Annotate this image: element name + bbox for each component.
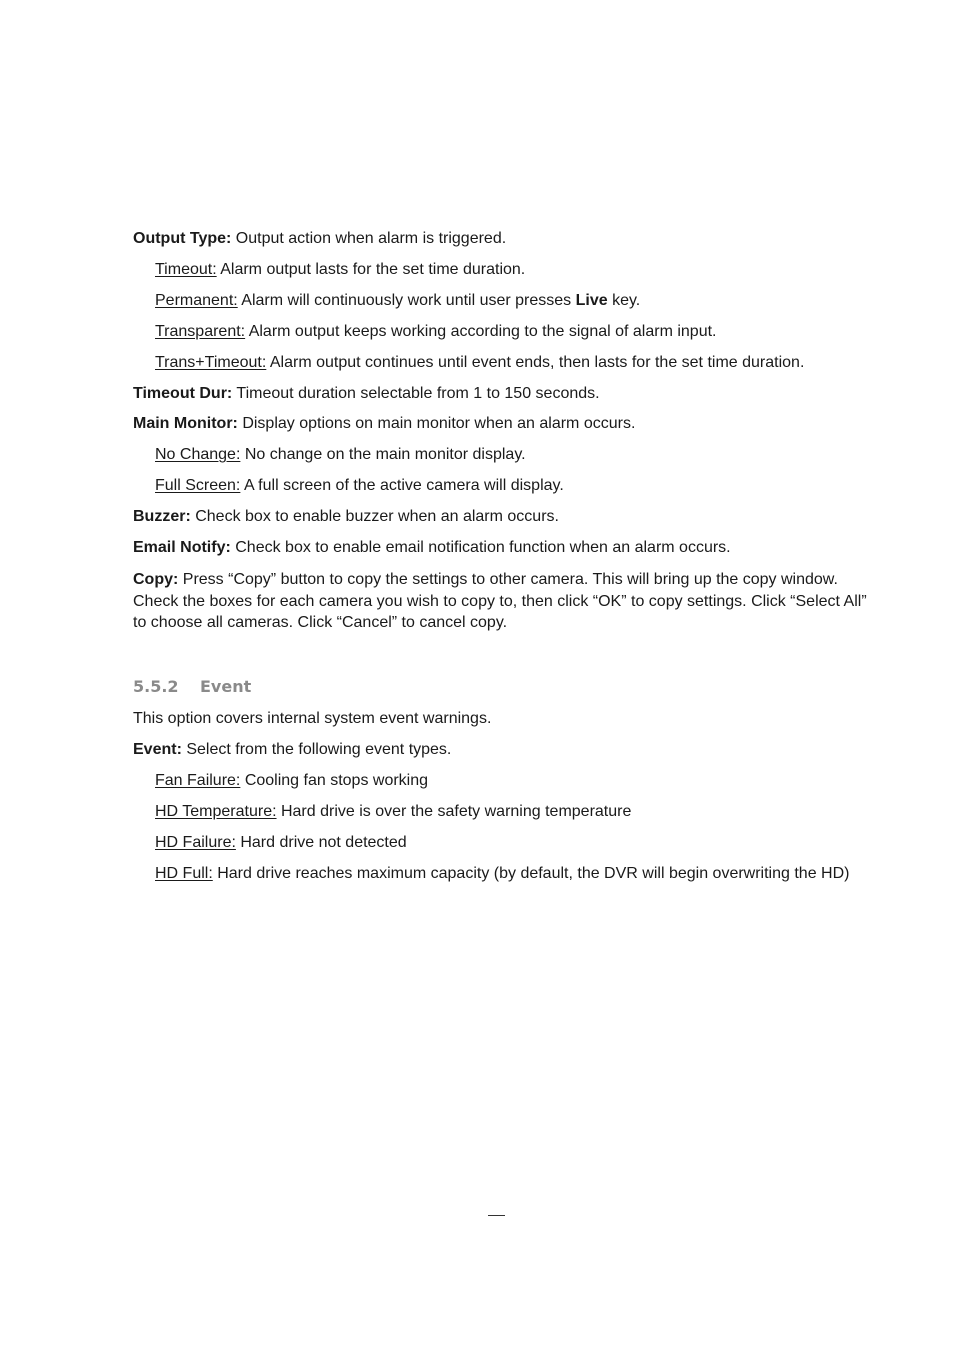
option-name: Trans+Timeout: — [155, 354, 267, 371]
option-name: No Change: — [155, 446, 241, 463]
buzzer-text: Check box to enable buzzer when an alarm occurs. — [190, 508, 559, 525]
event-label: Event: — [133, 741, 182, 758]
option-text: Hard drive is over the safety warning temperature — [276, 803, 632, 820]
event-hd-temperature — [155, 802, 631, 822]
option-text: Alarm will continuously work until user presses — [237, 292, 576, 309]
email-notify-line — [133, 538, 731, 558]
copy-label: Copy: — [133, 571, 179, 588]
option-name: Permanent: — [155, 292, 238, 309]
option-timeout — [155, 260, 525, 280]
event-hd-failure — [155, 833, 407, 853]
copy-paragraph — [133, 569, 873, 634]
option-text: Alarm output lasts for the set time duration. — [216, 261, 526, 278]
event-text: Select from the following event types. — [181, 741, 452, 758]
buzzer-label: Buzzer: — [133, 508, 191, 525]
live-key: Live — [575, 292, 608, 309]
event-hd-full — [155, 864, 849, 884]
output-type-text: Output action when alarm is triggered. — [231, 230, 507, 247]
option-text: No change on the main monitor display. — [240, 446, 526, 463]
option-name: HD Failure: — [155, 834, 236, 851]
option-name: Transparent: — [155, 323, 246, 340]
buzzer-line — [133, 507, 559, 527]
event-fan-failure — [155, 771, 428, 791]
output-type-line — [133, 229, 506, 249]
copy-text: Press “Copy” button to copy the settings to other camera. This will bring up the copy window. Check the boxes for each camera you wish to copy to, then click “OK” to copy settings. Click “Select All” to choose all cameras. Click “Cancel” to cancel copy. — [133, 571, 867, 631]
output-type-label: Output Type: — [133, 230, 232, 247]
option-name: Full Screen: — [155, 477, 241, 494]
section-title: Event — [200, 677, 252, 696]
option-name: HD Full: — [155, 865, 213, 882]
option-name: Timeout: — [155, 261, 217, 278]
email-notify-text: Check box to enable email notification function when an alarm occurs. — [230, 539, 731, 556]
option-transparent — [155, 322, 717, 342]
intro-line: This option covers internal system event warnings. — [133, 710, 492, 727]
option-full-screen — [155, 476, 564, 496]
main-monitor-line — [133, 414, 635, 434]
section-heading — [133, 677, 251, 697]
option-name: Fan Failure: — [155, 772, 241, 789]
section-number: 5.5.2 — [133, 677, 179, 696]
option-text: A full screen of the active camera will display. — [240, 477, 564, 494]
option-text-after: key. — [607, 292, 641, 309]
event-line — [133, 740, 451, 760]
email-notify-label: Email Notify: — [133, 539, 231, 556]
option-text: Hard drive reaches maximum capacity (by default, the DVR will begin overwriting the HD) — [212, 865, 850, 882]
option-no-change — [155, 445, 526, 465]
main-monitor-label: Main Monitor: — [133, 415, 238, 432]
timeout-dur-line — [133, 384, 600, 404]
option-permanent — [155, 291, 640, 311]
main-monitor-text: Display options on main monitor when an alarm occurs. — [237, 415, 636, 432]
option-text: Alarm output keeps working according to the signal of alarm input. — [245, 323, 717, 340]
option-text: Alarm output continues until event ends, then lasts for the set time duration. — [266, 354, 805, 371]
option-name: HD Temperature: — [155, 803, 277, 820]
page-number-rule — [488, 1215, 505, 1216]
option-text: Cooling fan stops working — [240, 772, 429, 789]
option-text: Hard drive not detected — [235, 834, 407, 851]
option-trans-timeout — [155, 353, 804, 373]
timeout-dur-label: Timeout Dur: — [133, 385, 233, 402]
timeout-dur-text: Timeout duration selectable from 1 to 150 seconds. — [232, 385, 600, 402]
